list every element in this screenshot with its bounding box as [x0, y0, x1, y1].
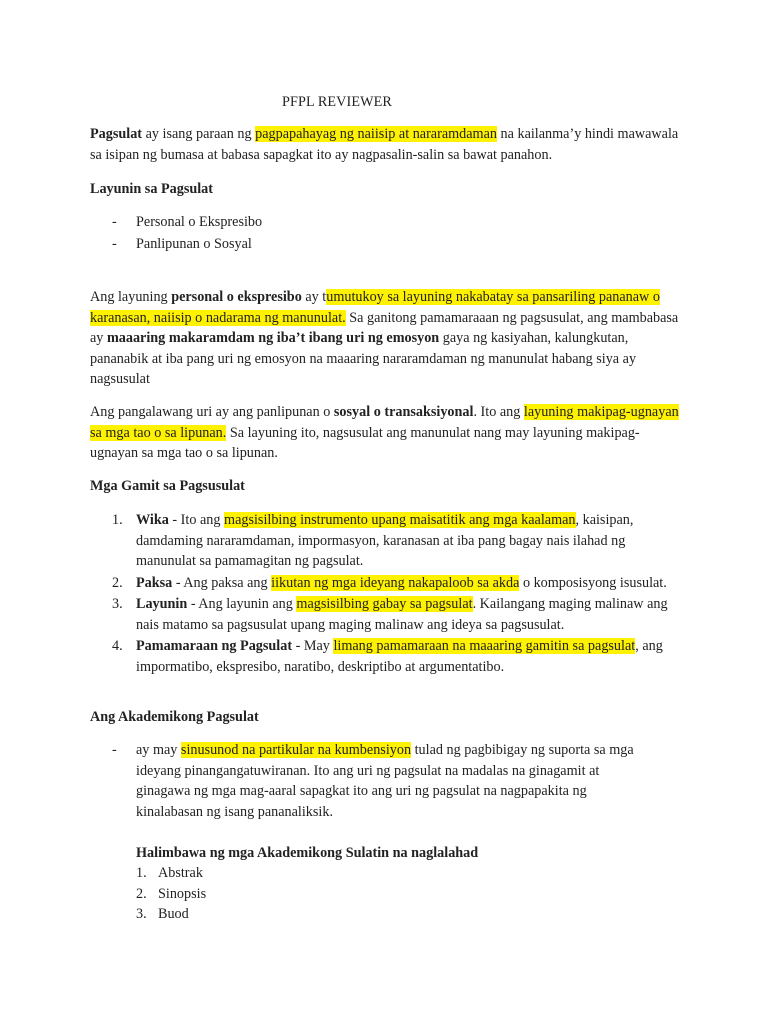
item-number: 2.	[136, 885, 147, 902]
akademiko-text	[136, 740, 657, 822]
highlight-personal: umutukoy sa layuning nakabatay sa pansariling pananaw o karanasan, naiisip o nadarama ng manunulat.	[90, 289, 660, 326]
gamit-item-wika	[112, 510, 682, 572]
dash-marker: -	[112, 214, 117, 230]
gamit-item-pamamaraan	[112, 636, 682, 677]
halimbawa-item	[136, 904, 206, 925]
item-number: 1.	[136, 865, 147, 881]
item-text-2: o komposisyong isusulat.	[519, 574, 667, 591]
term-paksa: Paksa	[136, 574, 173, 591]
document-title: PFPL REVIEWER	[282, 94, 392, 110]
halimbawa-label: Sinopsis	[158, 885, 207, 902]
highlight-layunin: magsisilbing gabay sa pagsulat	[296, 596, 473, 612]
highlight-panlipunan: layuning makipag-ugnayan sa mga tao o sa lipunan.	[90, 404, 679, 441]
heading-akademiko: Ang Akademikong Pagsulat	[90, 709, 259, 725]
intro-paragraph	[90, 124, 680, 165]
term-sosyal: sosyal o transaksiyonal	[333, 404, 474, 420]
item-number: 1.	[112, 512, 123, 528]
akademiko-paragraph	[112, 740, 657, 822]
heading-gamit: Mga Gamit sa Pagsusulat	[90, 478, 245, 494]
panlipunan-text-3: Sa layuning ito, nagsusulat ang manunulat nang may layuning makipag-ugnayan sa mga tao o sa lipunan.	[90, 424, 640, 461]
layunin-item-label: Personal o Ekspresibo	[136, 214, 263, 230]
akademiko-text-1: ay may	[136, 742, 181, 758]
item-text-1: - Ang layunin ang	[187, 596, 297, 612]
gamit-item-layunin	[112, 594, 682, 635]
item-number: 3.	[136, 906, 147, 922]
personal-text-1: Ang layuning	[90, 289, 172, 305]
item-number: 2.	[112, 574, 123, 591]
dash-marker: -	[112, 742, 117, 758]
item-text-2: , ang impormatibo, ekspresibo, naratibo, deskriptibo at argumentatibo.	[136, 638, 663, 675]
heading-layunin: Layunin sa Pagsulat	[90, 181, 213, 197]
gamit-item-paksa	[112, 573, 682, 594]
highlight-intro: pagpapahayag ng naiisip at nararamdaman	[255, 126, 497, 142]
personal-text-4: gaya ng kasiyahan, kalungkutan, pananabik at iba pang uri ng emosyon na maaaring nararamdaman ng manunulat habang siya ay nagsusulat	[90, 330, 637, 387]
panlipunan-paragraph	[90, 402, 680, 464]
term-pamamaraan: Pamamaraan ng Pagsulat	[136, 638, 293, 654]
intro-text-2: na kailanma’y hindi mawawala sa isipan ng bumasa at babasa sapagkat ito ay nagpasalin-salin sa bawat panahon.	[90, 126, 679, 163]
panlipunan-text-2: . Ito ang	[473, 404, 524, 420]
layunin-item-label: Panlipunan o Sosyal	[136, 236, 252, 252]
halimbawa-list	[136, 863, 206, 925]
personal-text-3: Sa ganitong pamamaraaan ng pagsusulat, ang mambabasa ay	[90, 309, 679, 346]
item-text-1: - Ang paksa ang	[172, 574, 272, 591]
item-number: 4.	[112, 638, 123, 654]
item-number: 3.	[112, 596, 123, 612]
gamit-list	[112, 510, 682, 678]
personal-paragraph	[90, 287, 680, 390]
panlipunan-text-1: Ang pangalawang uri ay ang panlipunan o	[90, 404, 334, 420]
layunin-list	[112, 212, 262, 256]
term-personal: personal o ekspresibo	[171, 289, 302, 305]
halimbawa-item	[136, 863, 206, 884]
highlight-wika: magsisilbing instrumento upang maisatitik ang mga kaalaman	[224, 512, 576, 528]
halimbawa-label: Buod	[158, 906, 189, 922]
term-layunin: Layunin	[136, 596, 188, 612]
layunin-item	[112, 234, 262, 256]
term-pagsulat: Pagsulat	[90, 126, 143, 142]
layunin-item	[112, 212, 262, 234]
dash-marker: -	[112, 236, 117, 252]
term-emosyon: maaaring makaramdam ng iba’t ibang uri ng emosyon	[106, 330, 440, 346]
highlight-pamamaraan: limang pamamaraan na maaaring gamitin sa pagsulat	[333, 638, 636, 654]
item-text-2: . Kailangang maging malinaw ang nais matamo sa pagsusulat upang maging malinaw ang ideya sa pagsusulat.	[136, 596, 668, 633]
item-text-2: , kaisipan, damdaming nararamdaman, impormasyon, karanasan at iba pang bagay nais ilahad ng manunulat sa pamamagitan ng pagsulat.	[136, 512, 634, 569]
highlight-akademiko: sinusunod na partikular na kumbensiyon	[180, 742, 412, 758]
personal-text-2: ay t	[301, 289, 327, 305]
intro-text-1: ay isang paraan ng	[142, 126, 256, 142]
halimbawa-item	[136, 884, 206, 905]
halimbawa-label: Abstrak	[158, 865, 203, 881]
item-text-1: - May	[292, 638, 334, 654]
item-text-1: - Ito ang	[168, 512, 225, 528]
akademiko-text-2: tulad ng pagbibigay ng suporta sa mga ideyang pinangangatuwiranan. Ito ang uri ng pagsulat na madalas na ginagamit at ginagawa ng mga mag-aaral sapagkat ito ang uri ng pagsulat na nagpapakita ng kinalabasan ng isang pananaliksik.	[136, 742, 634, 820]
highlight-paksa: iikutan ng mga ideyang nakapaloob sa akda	[271, 574, 520, 591]
term-wika: Wika	[136, 512, 169, 528]
heading-halimbawa: Halimbawa ng mga Akademikong Sulatin na naglalahad	[136, 845, 479, 861]
